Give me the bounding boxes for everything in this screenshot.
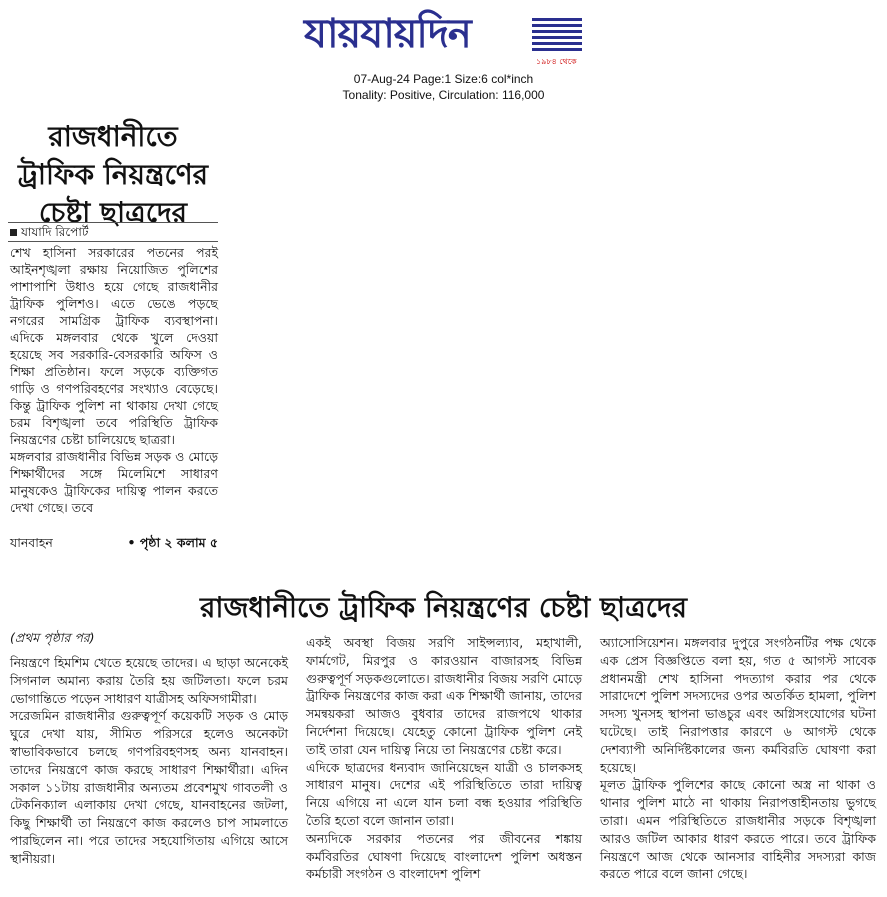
tail-word: যানবাহন	[10, 535, 53, 550]
logo-stripes	[532, 18, 582, 58]
paragraph: এদিকে ছাত্রদের ধন্যবাদ জানিয়েছেন যাত্রী ও চালকসহ সাধারণ মানুষ। দেশের এই পরিস্থিতিতে তারা দায়িত্ব নিয়ে এগিয়ে না এলে যান চলা বন্ধ হওয়ার পরিস্থিতি তৈরি হতো বলে জানান তারা।	[306, 759, 582, 828]
clipping-meta-line1: 07-Aug-24 Page:1 Size:6 col*inch	[353, 72, 534, 86]
byline	[8, 222, 218, 242]
continuation-column-1	[10, 654, 288, 868]
clipping-meta-line2: Tonality: Positive, Circulation: 116,000	[342, 88, 545, 102]
continued-from-label: (প্রথম পৃষ্ঠার পর)	[10, 630, 95, 645]
newspaper-masthead	[300, 6, 590, 68]
continuation-headline: রাজধানীতে ট্রাফিক নিয়ন্ত্রণের চেষ্টা ছাত্রদের	[199, 591, 688, 624]
continuation-column-3	[600, 634, 876, 883]
byline-text: যাযাদি রিপোর্ট	[21, 225, 89, 239]
continued-reference: • পৃষ্ঠা ২ কলাম ৫	[127, 535, 218, 550]
byline-square-icon	[10, 229, 17, 236]
paragraph: শেখ হাসিনা সরকারের পতনের পরই আইনশৃঙ্খলা রক্ষায় নিয়োজিত পুলিশের পাশাপাশি উধাও হয়ে গেছে রাজধানীর ট্রাফিক পুলিশও। এতে ভেঙে পড়ছে নগরের সামগ্রিক ট্রাফিক ব্যবস্থাপনা। এদিকে মঙ্গলবার থেকে খুলে দেওয়া হয়েছে সব সরকারি-বেসরকারি অফিস ও শিক্ষা প্রতিষ্ঠান। ফলে সড়কে ব্যক্তিগত গাড়ি ও গণপরিবহণের সংখ্যাও বেড়েছে। কিন্তু ট্রাফিক পুলিশ না থাকায় দেখা গেছে চরম বিশৃঙ্খলা তবে পরিস্থিতি ট্রাফিক নিয়ন্ত্রণের চেষ্টা চালিয়েছে ছাত্ররা।	[10, 245, 218, 447]
paragraph: মঙ্গলবার রাজধানীর বিভিন্ন সড়ক ও মোড়ে শিক্ষার্থীদের সঙ্গে মিলেমিশে সাধারণ মানুষকেও ট্রাফিকের দায়িত্ব পালন করতে দেখা গেছে। তবে	[10, 449, 218, 515]
paragraph: মূলত ট্রাফিক পুলিশের কাছে কোনো অস্ত্র না থাকা ও থানার পুলিশ মাঠে না থাকায় নিরাপত্তাহীনতায় ভুগছে তারা। এমন পরিস্থিতিতে রাজধানীর সড়কে বিশৃঙ্খলা আরও জটিল আকার ধারণ করতে পারে। তবে ট্রাফিক নিয়ন্ত্রণে আজ থেকে আনসার বাহিনীর সদস্যরা কাজ করতে পারে বলে জানা গেছে।	[600, 777, 876, 882]
paragraph: নিয়ন্ত্রণে হিমশিম খেতে হয়েছে তাদের। এ ছাড়া অনেকেই সিগনাল অমান্য করায় তৈরি হয় জটিলতা। ফলে চরম ভোগান্তিতে পড়েন সাধারণ যাত্রীসহ অফিসগামীরা।	[10, 655, 288, 706]
newspaper-logo: যায়যায়দিন	[304, 11, 471, 57]
front-story-headline: রাজধানীতে ট্রাফিক নিয়ন্ত্রণের চেষ্টা ছাত্রদের	[17, 120, 209, 229]
paragraph: অ্যাসোসিয়েশন। মঙ্গলবার দুপুরে সংগঠনটির পক্ষ থেকে এক প্রেস বিজ্ঞপ্তিতে বলা হয়, গত ৫ আগস্ট সাবেক প্রধানমন্ত্রী শেখ হাসিনা পদত্যাগ করার পর থেকে সারাদেশে পুলিশ সদস্যদের ওপর অতর্কিত হামলা, পুলিশ সদস্য খুনসহ স্থাপনা ভাঙচুর এবং অগ্নিসংযোগের ঘটনা ঘটেছে। তাই নিরাপত্তার কারণে ৬ আগস্ট থেকে দেশব্যাপী অনির্দিষ্টকালের জন্য কর্মবিরতি ঘোষণা করা হয়েছে।	[600, 635, 876, 775]
logo-since: ১৯৮৪ থেকে	[536, 57, 577, 66]
paragraph: অন্যদিকে সরকার পতনের পর জীবনের শঙ্কায় কর্মবিরতির ঘোষণা দিয়েছে বাংলাদেশ পুলিশ অধস্তন কর্মচারী সংগঠন ও বাংলাদেশ পুলিশ	[306, 830, 582, 882]
paragraph: একই অবস্থা বিজয় সরণি সাইন্সল্যাব, মহাখালী, ফার্মগেট, মিরপুর ও কারওয়ান বাজারসহ বিভিন্ন গুরুত্বপূর্ণ সড়কগুলোতে। রাজধানীর বিজয় সরণি মোড়ে ট্রাফিক নিয়ন্ত্রণের কাজ করা এক শিক্ষার্থী জানায়, তাদের সমন্বয়করা আজও বুধবার তাদের রাজপথে থাকার নির্দেশনা দিয়েছে। যেহেতু কোনো ট্রাফিক পুলিশ নেই তাই তারা যেন দায়িত্ব নিয়ে তা নিয়ন্ত্রণের চেষ্টা করে।	[306, 635, 582, 757]
continuation-column-2	[306, 634, 582, 883]
paragraph: সরেজমিন রাজধানীর গুরুত্বপূর্ণ কয়েকটি সড়ক ও মোড় ঘুরে দেখা যায়, সীমিত পরিসরে হলেও অনেকটা স্বাভাবিকভাবে চলছে গণপরিবহণসহ অন্য যানবাহন। তাদের নিয়ন্ত্রণে কাজ করছে সাধারণ শিক্ষার্থীরা। এদিন সকাল ১১টায় রাজধানীর অন্যতম প্রবেশমুখ গাবতলী ও টেকনিক্যাল এলাকায় দেখা গেছে, যানবাহনের জটলা, কিছু শিক্ষার্থী তা নিয়ন্ত্রণে কাজ করলেও চাপ সামলাতে পারছিলেন না। পরে তাদের সহযোগিতায় এগিয়ে আসে স্থানীয়রা।	[10, 708, 288, 866]
front-story-body	[10, 244, 218, 516]
